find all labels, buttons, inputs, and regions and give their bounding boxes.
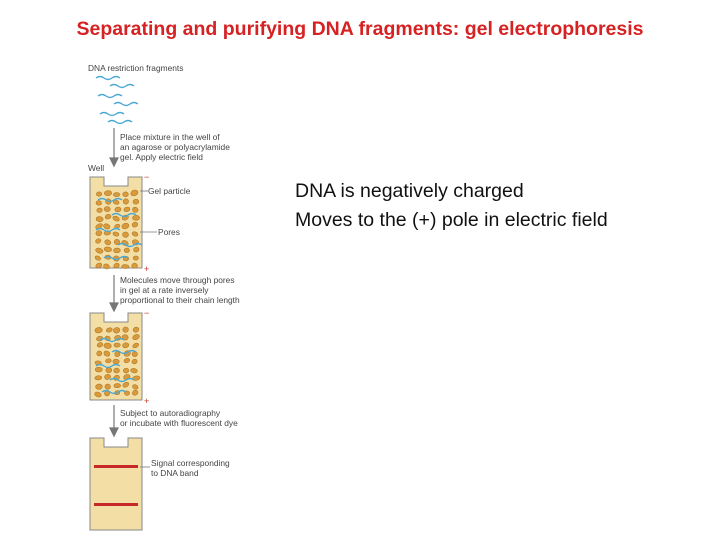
label-well: Well [88,163,105,173]
gel-panel-3 [90,438,142,530]
label-gel-particle: Gel particle [148,186,191,196]
bullet-moves-to-positive: Moves to the (+) pole in electric field [295,209,608,231]
label-step1-line2: an agarose or polyacrylamide [120,142,230,152]
dna-strand [98,95,122,98]
gel-particle [123,368,129,373]
dna-strand [108,121,132,124]
negative-pole-2: − [144,308,150,318]
gel-particle [95,367,102,372]
gel-particle [96,201,102,206]
gel-particle [113,359,120,364]
slide-title: Separating and purifying DNA fragments: gel electrophoresis [76,18,644,40]
gel-particle [123,192,129,197]
dna-fragments [96,77,138,124]
positive-pole-1: + [144,264,150,274]
label-pores: Pores [158,227,180,237]
gel-particle [104,190,112,196]
gel-particle [133,199,139,205]
label-step3-line1: Subject to autoradiography [120,408,221,418]
positive-pole-2: + [144,396,150,406]
dna-strand [114,103,138,106]
gel-particle [132,215,139,220]
gel-particle [123,327,129,333]
bullet-negative-charge: DNA is negatively charged [295,180,524,202]
label-signal-line2: to DNA band [151,468,199,478]
label-step2-line1: Molecules move through pores [120,275,235,285]
gel-particle [113,248,120,253]
gel-particle [132,263,138,268]
gel-particle [113,193,120,197]
gel2-particles [94,326,140,398]
gel-particle [105,384,111,390]
label-step1-line3: gel. Apply electric field [120,152,203,162]
gel-particle [95,384,102,390]
dna-strand [96,77,120,80]
gel-particle [114,368,120,373]
gel-particle [114,343,120,347]
gel-particle [96,192,102,197]
gel-particle [122,264,129,268]
label-signal-line1: Signal corresponding [151,458,230,468]
negative-pole-1: − [144,172,150,182]
gel-particle [97,208,103,213]
gel-panel-2 [90,308,149,406]
gel-particle [106,368,112,373]
gel-particle [115,207,122,212]
label-step3-line2: or incubate with fluorescent dye [120,418,238,428]
dna-strand [110,85,134,88]
dna-band-lower [94,503,138,506]
dna-strand [100,113,124,116]
dna-band-upper [94,465,138,468]
gel-particle [133,256,138,260]
label-step2-line3: proportional to their chain length [120,295,240,305]
gel-particle [124,248,130,253]
gel-particle [132,351,138,357]
gel-particle [114,383,121,388]
label-dna-fragments: DNA restriction fragments [88,63,184,73]
label-step2-line2: in gel at a rate inversely [120,285,209,295]
label-step1-line1: Place mixture in the well of [120,132,220,142]
gel-panel-1 [90,172,149,274]
